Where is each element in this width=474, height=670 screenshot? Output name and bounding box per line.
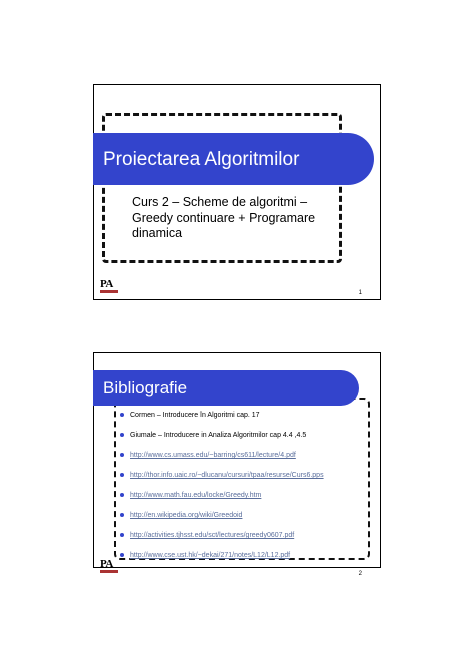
logo-text: PA xyxy=(100,278,113,290)
bullet-icon xyxy=(120,453,124,457)
bullet-icon xyxy=(120,513,124,517)
bullet-icon xyxy=(120,553,124,557)
bullet-icon xyxy=(120,533,124,537)
slide-1 xyxy=(93,84,381,300)
subtitle-line: Curs 2 – Scheme de algoritmi – xyxy=(132,195,308,209)
bullet-icon xyxy=(120,413,124,417)
reference-link[interactable]: http://activities.tjhsst.edu/sct/lectures/greedy0607.pdf xyxy=(130,532,295,539)
logo-underline xyxy=(100,290,118,293)
item-text: Giumale – Introducere in Analiza Algoritmilor cap 4.4 ,4.5 xyxy=(130,432,307,439)
list-item xyxy=(120,532,375,552)
slide-title: Bibliografie xyxy=(103,378,188,397)
list-item xyxy=(120,552,375,572)
reference-link[interactable]: http://thor.info.uaic.ro/~dlucanu/cursuri/tpaa/resurse/Curs6.pps xyxy=(130,472,324,479)
subtitle-line: dinamica xyxy=(132,226,183,240)
item-text: Cormen – Introducere în Algoritmi cap. 17 xyxy=(130,412,260,419)
logo-text: PA xyxy=(100,558,113,570)
reference-link[interactable]: http://en.wikipedia.org/wiki/Greedoid xyxy=(130,512,243,519)
pa-logo xyxy=(100,558,122,574)
reference-link[interactable]: http://www.math.fau.edu/locke/Greedy.htm xyxy=(130,492,262,499)
bullet-icon xyxy=(120,493,124,497)
bibliography-list xyxy=(120,412,375,572)
slide-title: Proiectarea Algoritmilor xyxy=(103,149,300,170)
list-item xyxy=(120,412,375,432)
list-item xyxy=(120,432,375,452)
list-item xyxy=(120,472,375,492)
list-item xyxy=(120,492,375,512)
list-item xyxy=(120,512,375,532)
reference-link[interactable]: http://www.cse.ust.hk/~dekai/271/notes/L12/L12.pdf xyxy=(130,552,291,559)
pa-logo xyxy=(100,278,122,294)
reference-link[interactable]: http://www.cs.umass.edu/~barring/cs611/lecture/4.pdf xyxy=(130,452,296,459)
bullet-icon xyxy=(120,473,124,477)
list-item xyxy=(120,452,375,472)
page-number: 2 xyxy=(358,571,362,577)
slide-2 xyxy=(93,352,381,577)
bullet-icon xyxy=(120,433,124,437)
page-number: 1 xyxy=(358,290,362,296)
slide-subtitle xyxy=(132,195,332,242)
logo-underline xyxy=(100,570,118,573)
subtitle-line: Greedy continuare + Programare xyxy=(132,210,316,225)
